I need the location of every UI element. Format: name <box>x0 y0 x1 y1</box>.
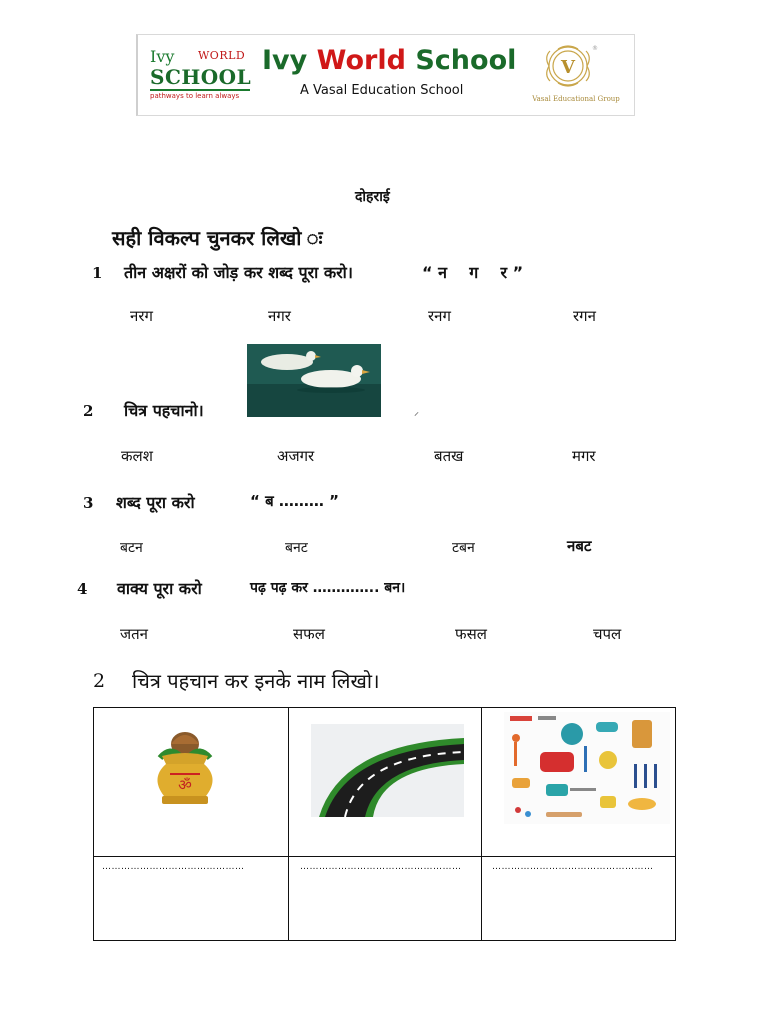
om-symbol: ॐ <box>178 776 192 794</box>
logo-school-text: SCHOOL <box>150 65 252 89</box>
q2-option-2: अजगर <box>277 447 315 465</box>
logo-world-text: WORLD <box>198 49 246 62</box>
q3-option-2: बनट <box>285 540 308 556</box>
road-icon <box>311 724 464 817</box>
q1-option-2: नगर <box>268 307 291 325</box>
q2-option-4: मगर <box>572 447 596 465</box>
q3-text: शब्द पूरा करो <box>116 493 195 512</box>
q1-text: तीन अक्षरों को जोड़ कर शब्द पूरा करो। <box>124 263 353 282</box>
picture-naming-table <box>93 707 676 941</box>
q4-option-3: फसल <box>455 625 487 643</box>
logo-tagline: pathways to learn always <box>150 89 250 100</box>
q3-option-1: बटन <box>120 540 143 556</box>
duck-icon <box>247 344 381 417</box>
q1-number: 1 <box>92 264 103 282</box>
q4-sentence: पढ़ पढ़ कर ………….. बन। <box>250 580 406 596</box>
q1-option-4: रगन <box>573 307 596 325</box>
answer-line-3: …………………………………………… <box>492 862 654 872</box>
q2-text: चित्र पहचानो। <box>124 401 204 420</box>
q1-option-1: नरग <box>130 307 153 325</box>
school-name <box>262 45 516 76</box>
school-subtitle: A Vasal Education School <box>300 83 464 98</box>
q2-option-3: बतख <box>434 447 464 465</box>
ivy-school-logo <box>146 43 250 103</box>
stray-mark: ⸝ <box>414 407 419 418</box>
school-header-banner <box>136 34 635 116</box>
q4-option-4: चपल <box>593 625 622 643</box>
ducks-image <box>247 344 381 417</box>
q1-letters: “ न ग र ” <box>422 263 524 282</box>
q1-option-3: रनग <box>428 307 451 325</box>
q4-text: वाक्य पूरा करो <box>117 579 202 598</box>
section2-number: 2 <box>93 670 106 692</box>
school-name-ivy: Ivy <box>262 45 308 76</box>
q4-option-1: जतन <box>120 625 149 643</box>
q2-option-1: कलश <box>121 447 153 465</box>
logo-ivy-text: Ivy <box>150 47 175 66</box>
section2-heading: चित्र पहचान कर इनके नाम लिखो। <box>132 669 380 693</box>
q3-number: 3 <box>83 494 94 512</box>
kalash-icon <box>140 722 230 812</box>
q3-blank: “ ब ……… ” <box>250 492 339 510</box>
q4-number: 4 <box>77 580 88 598</box>
worksheet-title: दोहराई <box>355 189 390 205</box>
q3-option-3: टबन <box>452 540 475 556</box>
q4-option-2: सफल <box>293 625 325 643</box>
registered-mark: ® <box>592 45 598 52</box>
vasal-letter: V <box>561 57 575 78</box>
kitchen-utensils-icon <box>504 712 670 824</box>
q2-number: 2 <box>83 402 94 420</box>
school-name-world: World <box>316 45 406 76</box>
section1-heading: सही विकल्प चुनकर लिखो ः <box>112 226 323 250</box>
school-name-school: School <box>415 45 517 76</box>
answer-line-2: …………………………………………… <box>300 862 462 872</box>
answer-line-1: ……………………………………… <box>102 862 245 872</box>
vasal-emblem-icon <box>538 43 598 89</box>
q3-option-4: नबट <box>567 537 592 555</box>
vasal-caption: Vasal Educational Group <box>532 95 620 103</box>
